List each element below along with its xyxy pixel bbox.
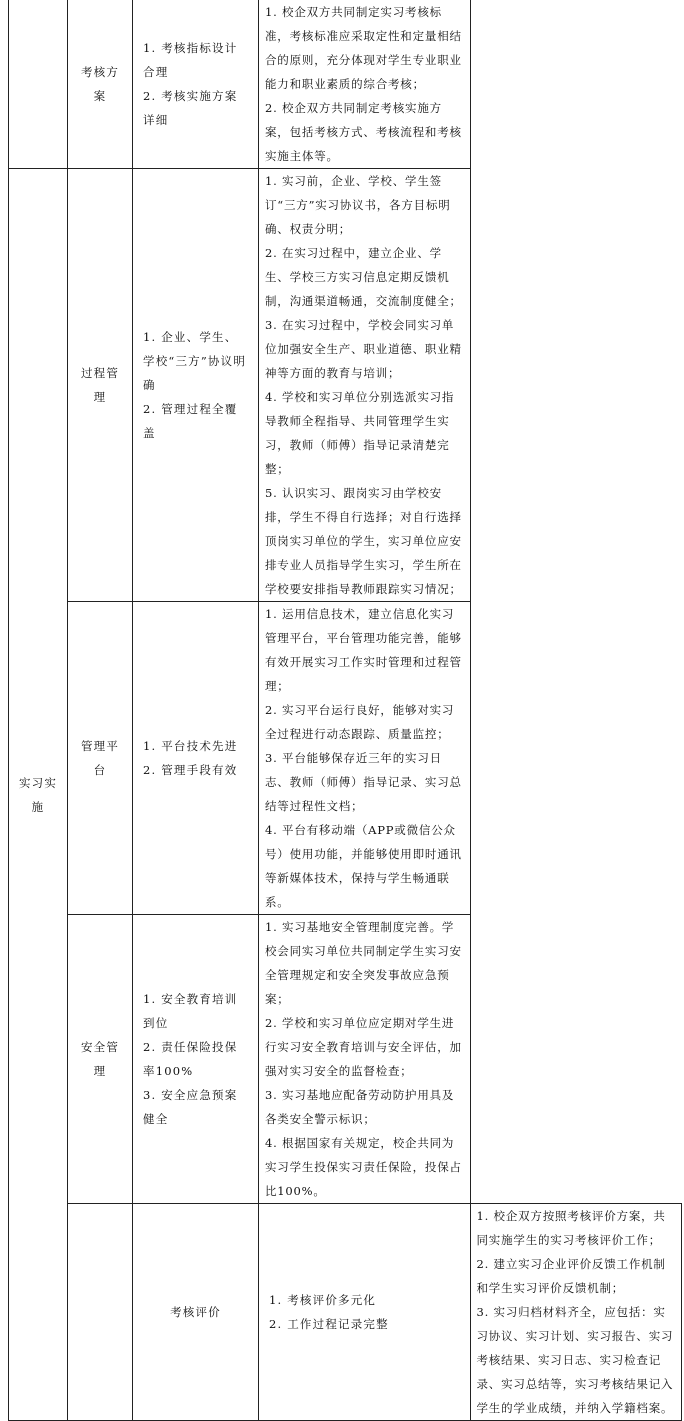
standards-table-fragment <box>8 0 682 1415</box>
project-cell <box>68 915 133 1204</box>
conditions-cell <box>133 169 259 602</box>
project-cell <box>68 602 133 915</box>
requirement-item: 2. 学校和实习单位应定期对学生进行实习安全教育培训与安全评估，加强对实习安全的监督检查； <box>265 1016 462 1078</box>
requirement-item: 1. 校企双方按照考核评价方案，共同实施学生的实习考核评价工作； <box>476 1209 666 1247</box>
evaluation-table <box>8 0 682 1421</box>
category-cell-empty <box>68 1204 133 1421</box>
requirement-item: 2. 实习平台运行良好，能够对实习全过程进行动态跟踪、质量监控； <box>265 703 455 741</box>
condition-item: 1. 考核评价多元化 <box>269 1293 377 1307</box>
condition-item: 2. 工作过程记录完整 <box>269 1317 389 1331</box>
requirement-item: 3. 在实习过程中，学校会同实习单位加强安全生产、职业道德、职业精神等方面的教育与培训； <box>265 318 462 380</box>
condition-item: 1. 平台技术先进 <box>143 739 238 753</box>
project-label: 考核方案 <box>80 65 120 103</box>
project-cell <box>68 169 133 602</box>
conditions-cell <box>133 602 259 915</box>
requirements-cell <box>259 169 471 602</box>
requirement-item: 4. 学校和实习单位分别选派实习指导教师全程指导、共同管理学生实习，教师（师傅）指导记录清楚完整； <box>265 390 455 476</box>
condition-item: 2. 管理过程全覆盖 <box>143 402 238 440</box>
requirement-item: 3. 平台能够保存近三年的实习日志、教师（师傅）指导记录、实习总结等过程性文档； <box>265 751 462 813</box>
project-cell <box>68 0 133 169</box>
requirement-item: 1. 运用信息技术，建立信息化实习管理平台，平台管理功能完善，能够有效开展实习工作实时管理和过程管理； <box>265 607 462 693</box>
table-row <box>9 1204 682 1421</box>
requirement-item: 1. 实习基地安全管理制度完善。学校会同实习单位共同制定学生实习安全管理规定和安全突发事故应急预案； <box>265 920 462 1006</box>
condition-item: 2. 管理手段有效 <box>143 763 238 777</box>
condition-item: 1. 考核指标设计合理 <box>143 41 238 79</box>
project-cell <box>133 1204 259 1421</box>
condition-item: 2. 考核实施方案详细 <box>143 89 238 127</box>
requirement-item: 1. 实习前，企业、学校、学生签订“三方”实习协议书，各方目标明确、权责分明； <box>265 174 451 236</box>
conditions-cell <box>133 0 259 169</box>
requirement-item: 2. 在实习过程中，建立企业、学生、学校三方实习信息定期反馈机制，沟通渠道畅通，交流制度健全； <box>265 246 462 308</box>
project-label: 过程管理 <box>80 366 120 404</box>
table-row <box>9 0 682 169</box>
table-row <box>9 169 682 602</box>
requirement-item: 4. 根据国家有关规定，校企共同为实习学生投保实习责任保险，投保占比100%。 <box>265 1136 462 1198</box>
requirements-cell <box>259 915 471 1204</box>
conditions-cell <box>133 915 259 1204</box>
project-label: 管理平台 <box>80 739 120 777</box>
requirement-item: 3. 实习基地应配备劳动防护用具及各类安全警示标识； <box>265 1088 455 1126</box>
condition-item: 2. 责任保险投保率100% <box>143 1040 238 1078</box>
table-row <box>9 915 682 1204</box>
requirements-cell <box>470 1204 682 1421</box>
requirement-item: 3. 实习归档材料齐全，应包括：实习协议、实习计划、实习报告、实习考核结果、实习日志、实习检查记录、实习总结等，实习考核结果记入学生的学业成绩，并纳入学籍档案。 <box>476 1305 674 1415</box>
requirements-cell <box>259 0 471 169</box>
condition-item: 1. 安全教育培训到位 <box>143 992 238 1030</box>
table-row <box>9 602 682 915</box>
category-cell <box>9 169 68 1421</box>
requirement-item: 2. 建立实习企业评价反馈工作机制和学生实习评价反馈机制； <box>476 1257 666 1295</box>
category-label: 实习实施 <box>18 775 58 814</box>
project-label: 考核评价 <box>170 1305 221 1319</box>
requirement-item: 2. 校企双方共同制定考核实施方案，包括考核方式、考核流程和考核实施主体等。 <box>265 101 462 163</box>
requirement-item: 4. 平台有移动端（APP或微信公众号）使用功能，并能够使用即时通讯等新媒体技术，保持与学生畅通联系。 <box>265 823 462 909</box>
requirement-item: 1. 校企双方共同制定实习考核标准，考核标准应采取定性和定量相结合的原则，充分体现对学生专业职业能力和职业素质的综合考核； <box>265 5 462 91</box>
requirement-item: 5. 认识实习、跟岗实习由学校安排，学生不得自行选择；对自行选择顶岗实习单位的学生，实习单位应安排专业人员指导学生实习，学生所在学校要安排指导教师跟踪实习情况； <box>265 486 462 596</box>
condition-item: 3. 安全应急预案健全 <box>143 1088 238 1126</box>
conditions-cell <box>259 1204 471 1421</box>
project-label: 安全管理 <box>80 1040 120 1078</box>
requirements-cell <box>259 602 471 915</box>
category-cell-empty <box>9 0 68 169</box>
condition-item: 1. 企业、学生、学校“三方”协议明确 <box>143 330 247 392</box>
